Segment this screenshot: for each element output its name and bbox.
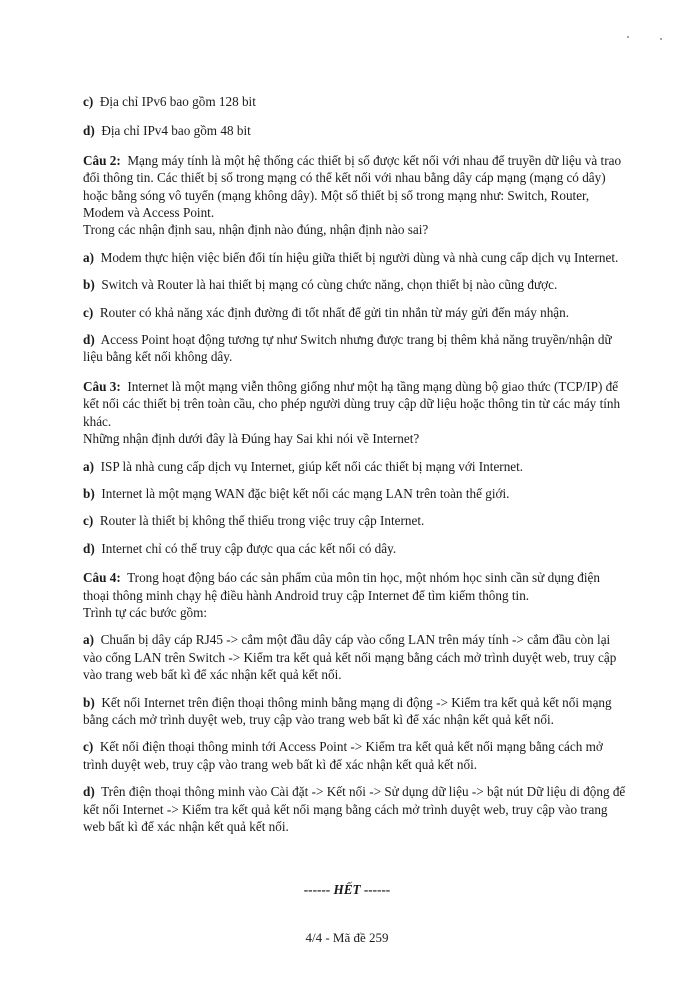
q4-option-d xyxy=(83,783,628,835)
option-label: d) xyxy=(83,332,95,348)
option-text: ISP là nhà cung cấp dịch vụ Internet, giúp kết nối các thiết bị mạng với Internet. xyxy=(100,458,524,474)
exam-content xyxy=(83,93,628,835)
scan-speck xyxy=(660,38,662,40)
option-text: Access Point hoạt động tương tự như Switch nhưng được trang bị thêm khả năng truyền/nhận dữ liệu bằng kết nối không dây. xyxy=(83,332,612,365)
option-label: d) xyxy=(83,540,95,556)
q4-prompt: Trình tự các bước gồm: xyxy=(83,604,208,620)
end-dashes-right: ------ xyxy=(360,882,391,897)
option-text: Internet là một mạng WAN đặc biệt kết nối các mạng LAN trên toàn thế giới. xyxy=(101,485,510,501)
option-label: d) xyxy=(83,123,95,139)
q4-option-a xyxy=(83,631,628,683)
option-text: Switch và Router là hai thiết bị mạng có cùng chức năng, chọn thiết bị nào cũng được. xyxy=(101,277,558,293)
q2-intro xyxy=(83,152,628,222)
question-text: Internet là một mạng viễn thông giống như một hạ tầng mạng dùng bộ giao thức (TCP/IP) để kết nối các thiết bị trên toàn cầu, cho phép người dùng truy cập dữ liệu hoặc thông tin từ các máy tính khác. xyxy=(83,378,621,429)
q3-option-b xyxy=(83,485,628,502)
q2-option-d xyxy=(83,331,628,366)
option-label: c) xyxy=(83,94,94,109)
option-label: b) xyxy=(83,277,95,293)
end-marker xyxy=(0,882,694,898)
end-dashes-left: ------ xyxy=(303,882,334,897)
option-text: Trên điện thoại thông minh vào Cài đặt -> Kết nối -> Sử dụng dữ liệu -> bật nút Dữ liệu di động để kết nối Internet -> Kiểm tra kết quả kết nối mạng bằng cách mở trình duyệt web, truy cập vào trang web bất kì để xác nhận kết quả kết nối. xyxy=(83,784,626,834)
option-text: Kết nối Internet trên điện thoại thông minh bằng mạng di động -> Kiểm tra kết quả kết nối mạng bằng cách mở trình duyệt web, truy cập vào trang web bất kì để xác nhận kết quả kết nối. xyxy=(83,694,612,727)
question-text: Trong hoạt động báo các sản phẩm của môn tin học, một nhóm học sinh cần sử dụng điện thoại thông minh chạy hệ điều hành Android truy cập Internet để tìm kiếm thông tin. xyxy=(83,570,601,603)
q3-prompt: Những nhận định dưới đây là Đúng hay Sai khi nói về Internet? xyxy=(83,431,420,447)
option-label: c) xyxy=(83,304,94,320)
option-text: Địa chỉ IPv4 bao gồm 48 bit xyxy=(101,123,251,139)
scan-speck xyxy=(627,36,629,38)
q4-intro xyxy=(83,569,628,604)
q2-option-a xyxy=(83,249,628,266)
option-label: a) xyxy=(83,249,94,265)
question-text: Mạng máy tính là một hệ thống các thiết bị số được kết nối với nhau để truyền dữ liệu và trao đổi thông tin. Các thiết bị số trong mạng có thể kết nối với nhau bằng dây cáp mạng (mạng có dây) hoặc bằng sóng vô tuyến (mạng không dây). Một số thiết bị số trong mạng như: Switch, Router, Modem và Access Point. xyxy=(83,152,622,221)
option-text: Internet chỉ có thể truy cập được qua các kết nối có dây. xyxy=(101,540,397,556)
q3-option-d xyxy=(83,540,628,557)
option-text: Router là thiết bị không thể thiếu trong việc truy cập Internet. xyxy=(99,513,425,529)
q4-option-b xyxy=(83,694,628,729)
q1-option-c xyxy=(83,93,628,110)
option-label: d) xyxy=(83,784,95,800)
option-label: b) xyxy=(83,485,95,501)
question-title: Câu 4: xyxy=(83,570,121,586)
option-text: Kết nối điện thoại thông minh tới Access Point -> Kiểm tra kết quả kết nối mạng bằng cách mở trình duyệt web, truy cập vào trang web bất kì để xác nhận kết quả kết nối. xyxy=(83,739,603,772)
option-label: a) xyxy=(83,458,94,474)
q4-option-c xyxy=(83,738,628,773)
q3-option-c xyxy=(83,512,628,529)
q3-option-a xyxy=(83,458,628,475)
question-title: Câu 3: xyxy=(83,378,121,394)
q3-intro xyxy=(83,378,628,430)
option-text: Chuẩn bị dây cáp RJ45 -> cắm một đầu dây cáp vào cổng LAN trên máy tính -> cắm đầu còn lại vào cổng LAN trên Switch -> Kiểm tra kết quả kết nối mạng bằng cách mở trình duyệt web, truy cập vào trang web bất kì để xác nhận kết quả kết nối. xyxy=(83,632,617,683)
option-text: Router có khả năng xác định đường đi tốt nhất để gửi tin nhắn từ máy gửi đến máy nhận. xyxy=(99,304,570,320)
q2-option-b xyxy=(83,276,628,293)
option-label: c) xyxy=(83,513,94,529)
q2-option-c xyxy=(83,304,628,321)
option-label: b) xyxy=(83,694,95,710)
option-label: c) xyxy=(83,739,94,755)
option-text: Địa chỉ IPv6 bao gồm 128 bit xyxy=(99,94,256,109)
page-number: 4/4 - Mã đề 259 xyxy=(305,930,389,945)
q2-prompt: Trong các nhận định sau, nhận định nào đúng, nhận định nào sai? xyxy=(83,222,429,238)
option-label: a) xyxy=(83,632,94,648)
end-word: HẾT xyxy=(333,882,361,897)
option-text: Modem thực hiện việc biến đổi tín hiệu giữa thiết bị người dùng và nhà cung cấp dịch vụ Internet. xyxy=(100,249,619,265)
q1-option-d xyxy=(83,122,628,139)
question-title: Câu 2: xyxy=(83,152,121,168)
